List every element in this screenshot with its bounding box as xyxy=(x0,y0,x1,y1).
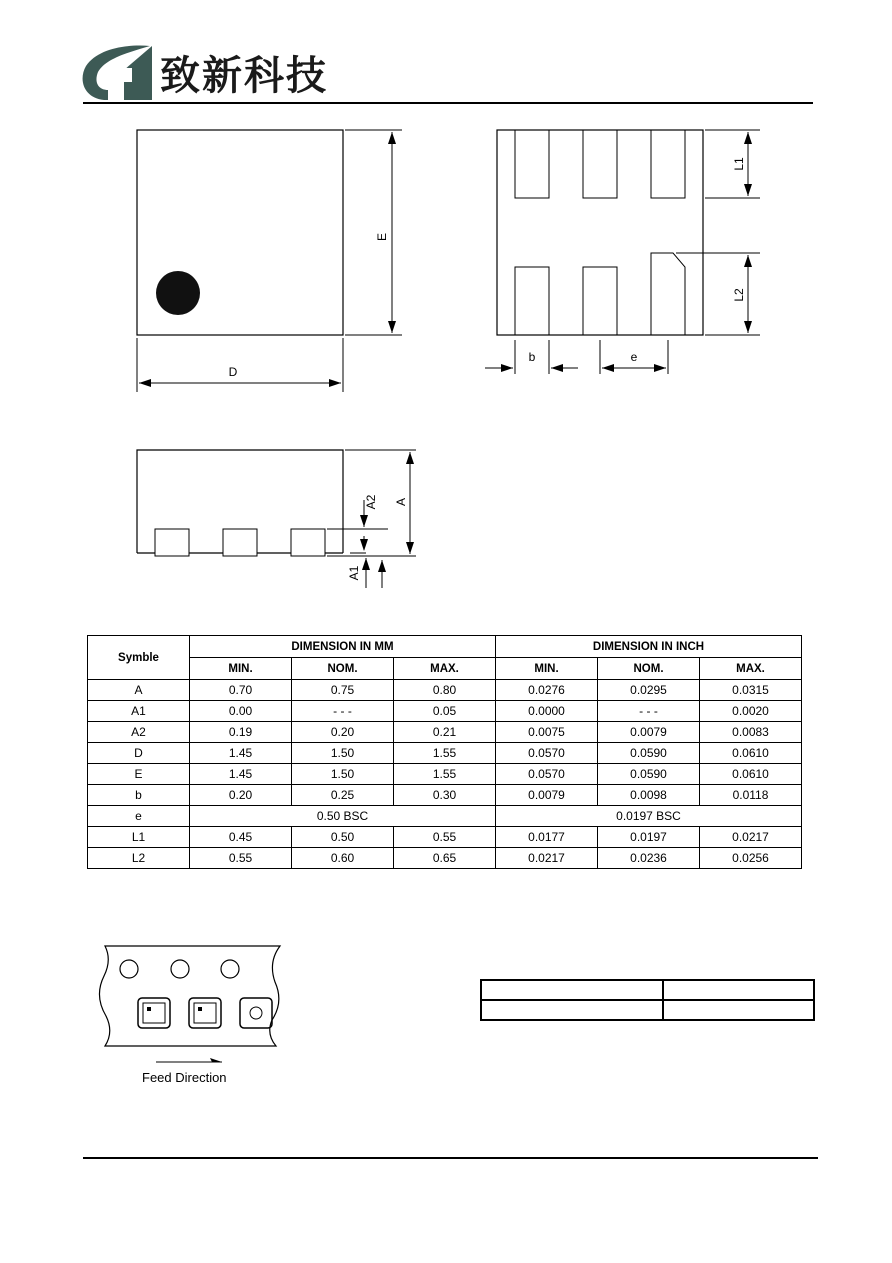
sub-header: MIN. xyxy=(496,658,598,680)
row-symbol: A1 xyxy=(88,701,190,722)
cell: 0.0118 xyxy=(700,785,802,806)
label-e: e xyxy=(630,350,638,364)
table-row xyxy=(88,743,802,764)
carrier-tape-drawing xyxy=(90,940,290,1065)
dimension-table xyxy=(87,635,802,869)
cell: 0.25 xyxy=(292,785,394,806)
cell: 0.0315 xyxy=(700,680,802,701)
cell: 0.0610 xyxy=(700,743,802,764)
cell: 0.0079 xyxy=(496,785,598,806)
cell: 0.0236 xyxy=(598,848,700,869)
table-row xyxy=(88,764,802,785)
pin1-marker-icon xyxy=(156,271,200,315)
cell: 0.0083 xyxy=(700,722,802,743)
company-name: 致新科技 xyxy=(160,53,328,99)
row-symbol: D xyxy=(88,743,190,764)
row-symbol: L1 xyxy=(88,827,190,848)
sprocket-hole-icon xyxy=(120,960,138,978)
empty-info-table xyxy=(480,979,815,1021)
label-A2: A2 xyxy=(364,494,378,510)
sub-header: MAX. xyxy=(394,658,496,680)
cell: 1.55 xyxy=(394,764,496,785)
cell: 0.60 xyxy=(292,848,394,869)
cell: 0.20 xyxy=(190,785,292,806)
cell: 0.0610 xyxy=(700,764,802,785)
cell: 0.0197 xyxy=(598,827,700,848)
label-E: E xyxy=(375,232,389,242)
cell: 1.50 xyxy=(292,764,394,785)
cell: 0.05 xyxy=(394,701,496,722)
bottom-view-drawing xyxy=(480,120,780,390)
cell: 0.50 xyxy=(292,827,394,848)
label-b: b xyxy=(528,350,536,364)
cell: - - - xyxy=(598,701,700,722)
cell: 0.55 xyxy=(394,827,496,848)
cell: 0.19 xyxy=(190,722,292,743)
table-row xyxy=(88,806,802,827)
table-row xyxy=(88,848,802,869)
cell: 0.0098 xyxy=(598,785,700,806)
sub-header: MAX. xyxy=(700,658,802,680)
empty-cell xyxy=(663,980,814,1000)
cell: 1.45 xyxy=(190,764,292,785)
top-view-drawing xyxy=(120,120,420,400)
cell: 0.0256 xyxy=(700,848,802,869)
cell: 0.0020 xyxy=(700,701,802,722)
symbol-header: Symble xyxy=(88,636,190,680)
cell: 0.0570 xyxy=(496,743,598,764)
row-symbol: E xyxy=(88,764,190,785)
cell: 0.0295 xyxy=(598,680,700,701)
cell: 0.70 xyxy=(190,680,292,701)
cell: 0.0276 xyxy=(496,680,598,701)
cell: 0.0075 xyxy=(496,722,598,743)
sub-header: MIN. xyxy=(190,658,292,680)
cell: 1.55 xyxy=(394,743,496,764)
table-row xyxy=(88,827,802,848)
empty-cell xyxy=(663,1000,814,1020)
inch-header: DIMENSION IN INCH xyxy=(496,636,802,658)
feed-direction-label: Feed Direction xyxy=(142,1070,227,1085)
cell: 0.21 xyxy=(394,722,496,743)
label-A1: A1 xyxy=(347,565,361,581)
sprocket-hole-icon xyxy=(171,960,189,978)
empty-cell xyxy=(481,1000,663,1020)
cell: 0.65 xyxy=(394,848,496,869)
cell: - - - xyxy=(292,701,394,722)
sprocket-hole-icon xyxy=(221,960,239,978)
table-row xyxy=(88,785,802,806)
table-row xyxy=(88,701,802,722)
table-row xyxy=(88,722,802,743)
cell: 0.0570 xyxy=(496,764,598,785)
row-symbol: A xyxy=(88,680,190,701)
cell: 0.20 xyxy=(292,722,394,743)
cell: 0.50 BSC xyxy=(190,806,496,827)
cell: 0.0079 xyxy=(598,722,700,743)
row-symbol: b xyxy=(88,785,190,806)
cell: 0.0177 xyxy=(496,827,598,848)
cell: 0.0590 xyxy=(598,743,700,764)
tape-pocket xyxy=(240,998,272,1028)
cell: 0.0197 BSC xyxy=(496,806,802,827)
row-symbol: A2 xyxy=(88,722,190,743)
table-row xyxy=(88,680,802,701)
label-L1: L1 xyxy=(732,157,746,171)
header-divider xyxy=(83,102,813,104)
label-L2: L2 xyxy=(732,288,746,302)
cell: 0.0590 xyxy=(598,764,700,785)
cell: 0.0217 xyxy=(700,827,802,848)
footer-divider xyxy=(83,1157,818,1159)
cell: 0.30 xyxy=(394,785,496,806)
cell: 1.45 xyxy=(190,743,292,764)
cell: 0.0000 xyxy=(496,701,598,722)
row-symbol: e xyxy=(88,806,190,827)
empty-cell xyxy=(481,980,663,1000)
row-symbol: L2 xyxy=(88,848,190,869)
label-A: A xyxy=(394,497,408,507)
cell: 0.55 xyxy=(190,848,292,869)
cell: 0.80 xyxy=(394,680,496,701)
sub-header: NOM. xyxy=(292,658,394,680)
side-view-drawing xyxy=(120,440,430,595)
cell: 0.00 xyxy=(190,701,292,722)
cell: 1.50 xyxy=(292,743,394,764)
sub-header: NOM. xyxy=(598,658,700,680)
label-D: D xyxy=(228,365,238,379)
cell: 0.75 xyxy=(292,680,394,701)
mm-header: DIMENSION IN MM xyxy=(190,636,496,658)
cell: 0.45 xyxy=(190,827,292,848)
cell: 0.0217 xyxy=(496,848,598,869)
g-logo-icon xyxy=(80,42,156,102)
